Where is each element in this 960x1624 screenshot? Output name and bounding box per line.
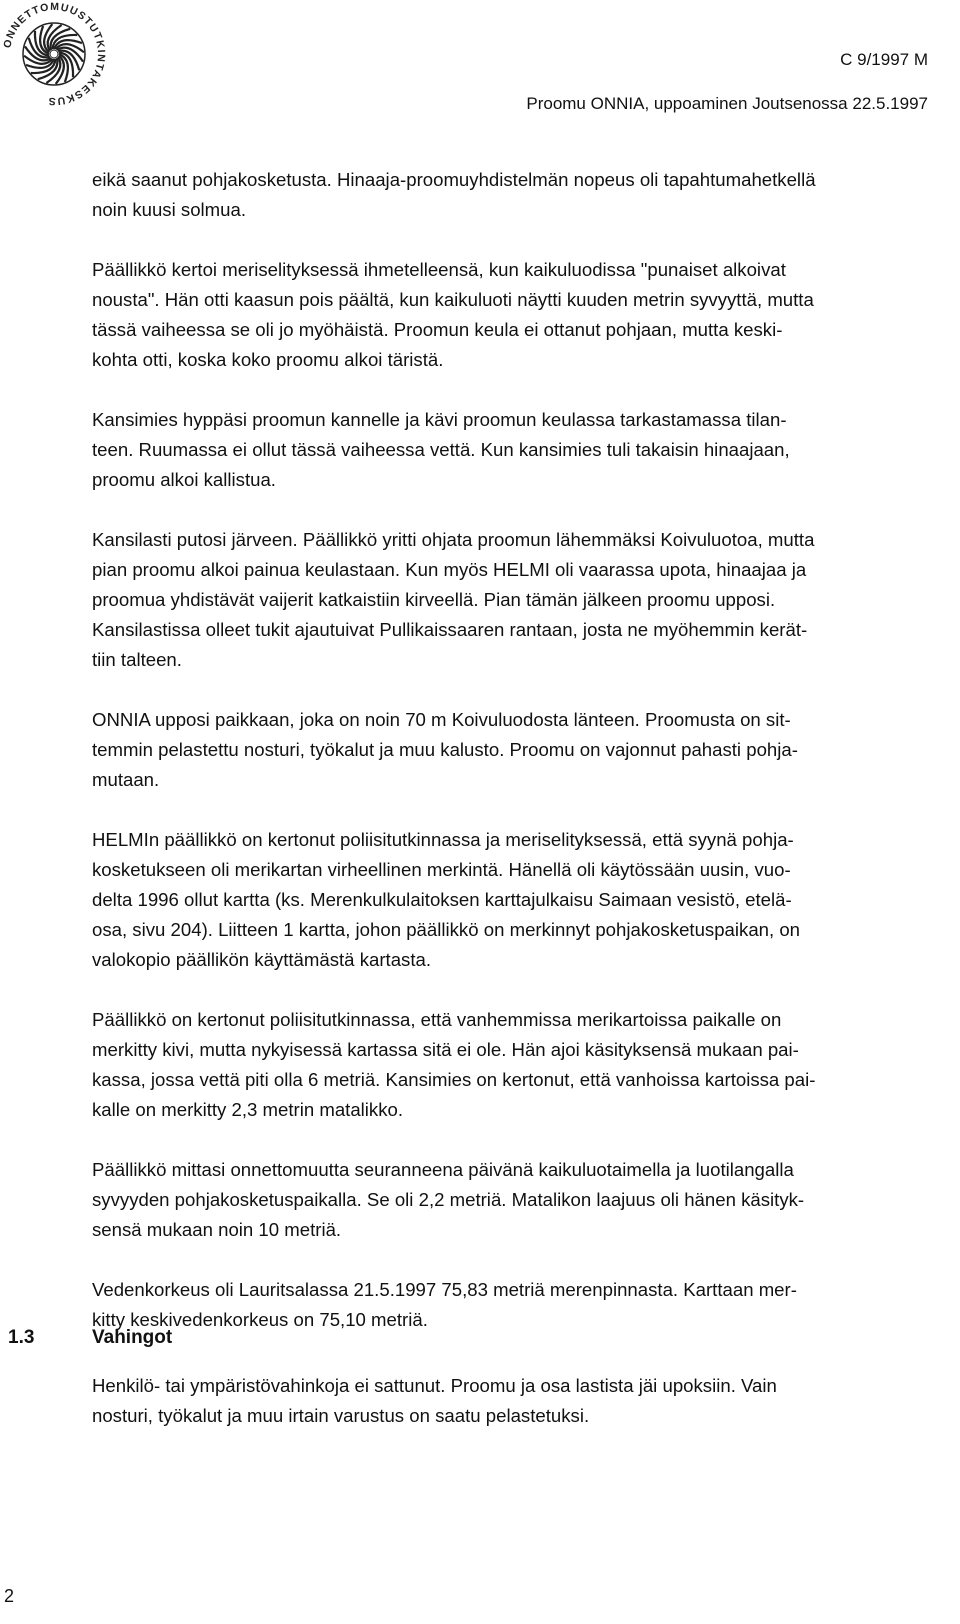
page-number: 2 <box>4 1586 15 1606</box>
section-title: Vahingot <box>92 1327 173 1348</box>
paragraph: Kansilasti putosi järveen. Päällikkö yritti ohjata proomun lähemmäksi Koivuluotoa, mutta pian proomu alkoi painua keulastaan. Kun myös HELMI oli vaarassa upota, hinaajaa ja proomua yhdistävät vaijerit katkaistiin kirveellä. Pian tämän jälkeen proomu upposi. Kansilastissa olleet tukit ajautuivat Pullikaissaaren rantaan, josta ne myöhemmin kerät- tiin talteen. <box>92 529 815 670</box>
document-code: C 9/1997 M <box>840 50 928 69</box>
paragraph: Päällikkö mittasi onnettomuutta seuranneena päivänä kaikuluotaimella ja luotilangalla syvyyden pohjakosketuspaikalla. Se oli 2,2 metriä. Matalikon laajuus oli hänen käsityk- sensä mukaan noin 10 metriä. <box>92 1159 805 1240</box>
paragraph: ONNIA upposi paikkaan, joka on noin 70 m Koivuluodosta länteen. Proomusta on sit- temmin pelastettu nosturi, työkalut ja muu kalusto. Proomu on vajonnut pahasti pohja- mutaan. <box>92 709 798 790</box>
section-body <box>92 1371 928 1431</box>
paragraph: Kansimies hyppäsi proomun kannelle ja kävi proomun keulassa tarkastamassa tilan- teen. Ruumassa ei ollut tässä vaiheessa vettä. Kun kansimies tuli takaisin hinaajaan, proomu alkoi kallistua. <box>92 409 790 490</box>
agency-logo <box>0 0 108 108</box>
paragraph: Vedenkorkeus oli Lauritsalassa 21.5.1997 75,83 metriä merenpinnasta. Karttaan mer- kitty keskivedenkorkeus on 75,10 metriä. <box>92 1279 797 1330</box>
paragraph: Päällikkö on kertonut poliisitutkinnassa, että vanhemmissa merikartoissa paikalle on merkitty kivi, mutta nykyisessä kartassa sitä ei ole. Hän ajoi käsityksensä mukaan pai- kassa, jossa vettä piti olla 6 metriä. Kansimies on kertonut, että vanhoissa kartoissa pai- kalle on merkitty 2,3 metrin matalikko. <box>92 1009 816 1120</box>
document-title: Proomu ONNIA, uppoaminen Joutsenossa 22.5.1997 <box>526 94 928 113</box>
logo-ring-text: ONNETTOMUUSTUTKINTAKESKUS <box>1 0 108 108</box>
paragraph: HELMIn päällikkö on kertonut poliisitutkinnassa ja meriselityksessä, että syynä pohja- kosketukseen oli merikartan virheellinen merkintä. Hänellä oli käytössään uusin, vuo- delta 1996 ollut kartta (ks. Merenkulkulaitoksen karttajulkaisu Saimaan vesistö, etelä- osa, sivu 204). Liitteen 1 kartta, johon päällikkö on merkinnyt pohjakosketuspaikan, on valokopio päällikön käyttämästä kartasta. <box>92 829 801 970</box>
section-paragraph: Henkilö- tai ympäristövahinkoja ei sattunut. Proomu ja osa lastista jäi upoksiin. Vain nosturi, työkalut ja muu irtain varustus on saatu pelastetuksi. <box>92 1375 777 1426</box>
section-heading <box>8 1323 172 1353</box>
section-number: 1.3 <box>8 1327 35 1348</box>
document-body <box>92 165 928 1335</box>
paragraph: eikä saanut pohjakosketusta. Hinaaja-proomuyhdistelmän nopeus oli tapahtumahetkellä noin kuusi solmua. <box>92 169 816 220</box>
logo-seal-icon <box>0 0 108 108</box>
paragraph: Päällikkö kertoi meriselityksessä ihmetelleensä, kun kaikuluodissa "punaiset alkoivat nousta". Hän otti kaasun pois päältä, kun kaikuluoti näytti kuuden metrin syvyyttä, mutta tässä vaiheessa se oli jo myöhäistä. Proomun keula ei ottanut pohjaan, mutta keski- kohta otti, koska koko proomu alkoi täristä. <box>92 259 814 370</box>
